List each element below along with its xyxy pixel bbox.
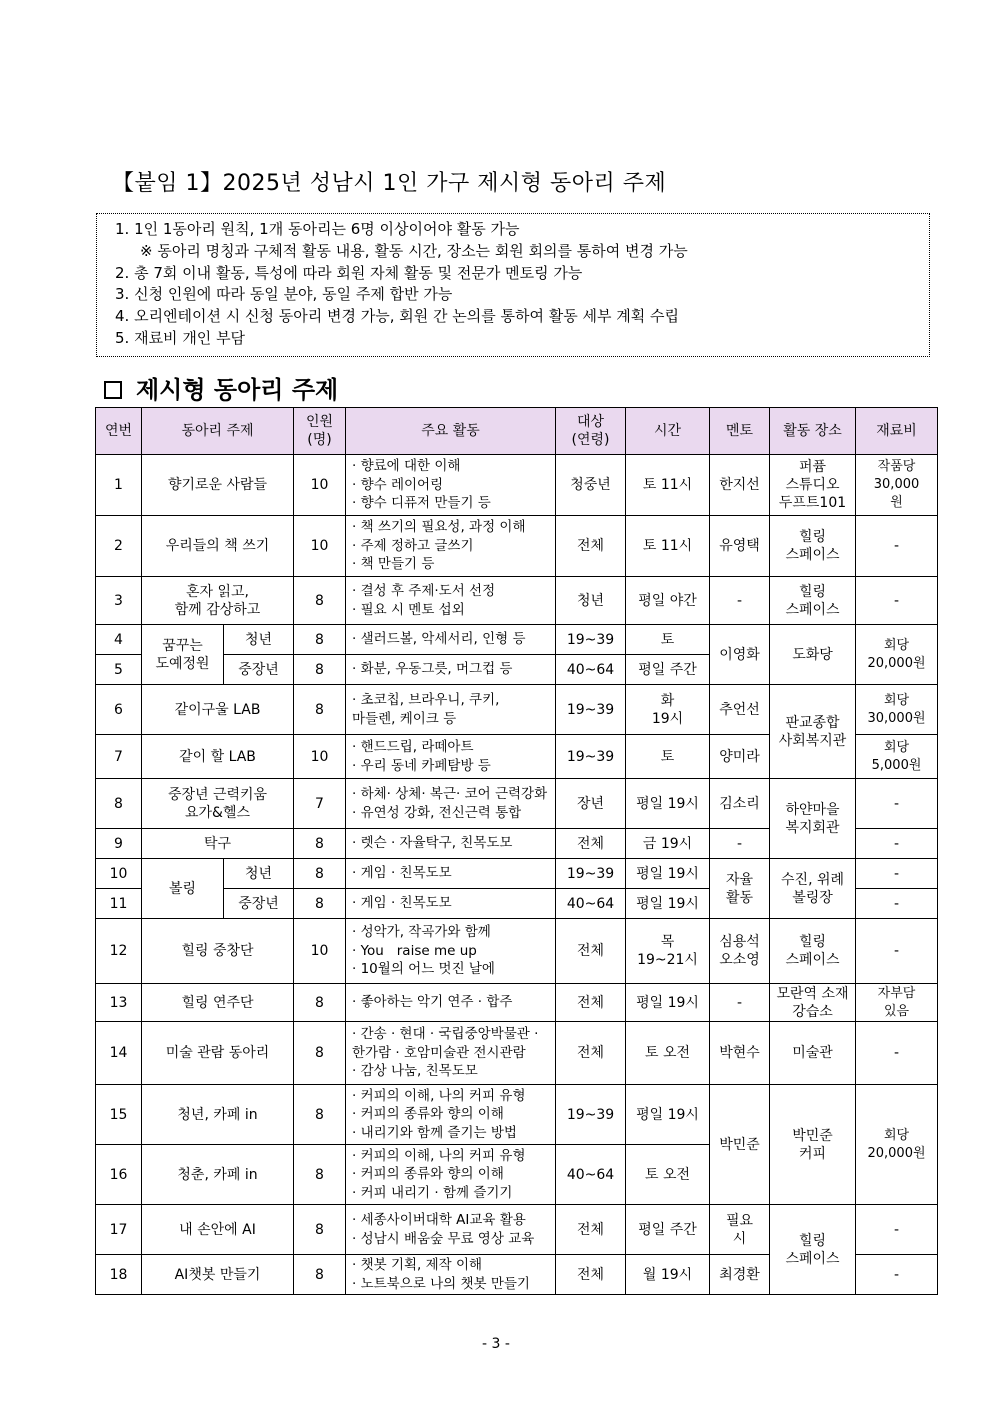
row-fee: - <box>856 1255 938 1295</box>
table-row <box>96 516 938 577</box>
row-subgroup: 청년 <box>224 859 294 889</box>
row-target: 19~39 <box>556 625 626 655</box>
row-fee: - <box>856 1205 938 1255</box>
row-topic: 향기로운 사람들 <box>142 455 294 516</box>
row-activity: · 커피의 이해, 나의 커피 유형 · 커피의 종류와 향의 이해 · 내리기와 함께 즐기는 방법 <box>346 1085 556 1145</box>
table-row <box>96 919 938 984</box>
row-fee: 회당 20,000원 <box>856 625 938 685</box>
row-target: 장년 <box>556 779 626 829</box>
row-target: 40~64 <box>556 655 626 685</box>
row-time: 평일 19시 <box>626 779 710 829</box>
row-no: 7 <box>96 735 142 779</box>
table-row <box>96 779 938 829</box>
row-count: 8 <box>294 655 346 685</box>
row-fee: - <box>856 829 938 859</box>
row-mentor: 이영화 <box>710 625 770 685</box>
row-topic: 우리들의 책 쓰기 <box>142 516 294 577</box>
document-title: 【붙임 1】2025년 성남시 1인 가구 제시형 동아리 주제 <box>112 171 667 196</box>
row-topic: 힐링 연주단 <box>142 984 294 1022</box>
row-place: 박민준 커피 <box>770 1085 856 1205</box>
header-place: 활동 장소 <box>770 408 856 455</box>
row-mentor: 자율 활동 <box>710 859 770 919</box>
row-fee: - <box>856 1022 938 1085</box>
row-mentor: 추언선 <box>710 685 770 735</box>
notice-line: ※ 동아리 명칭과 구체적 활동 내용, 활동 시간, 장소는 회원 회의를 통하여 변경 가능 <box>140 241 688 260</box>
row-mentor: - <box>710 984 770 1022</box>
row-no: 16 <box>96 1145 142 1205</box>
row-topic: 탁구 <box>142 829 294 859</box>
row-place: 도화당 <box>770 625 856 685</box>
row-no: 11 <box>96 889 142 919</box>
row-no: 5 <box>96 655 142 685</box>
row-time: 목 19~21시 <box>626 919 710 984</box>
row-fee: 작품당 30,000 원 <box>856 455 938 516</box>
row-time: 평일 19시 <box>626 1085 710 1145</box>
row-no: 1 <box>96 455 142 516</box>
row-count: 8 <box>294 1255 346 1295</box>
row-no: 9 <box>96 829 142 859</box>
row-fee: - <box>856 919 938 984</box>
row-activity: · 게임 · 친목도모 <box>346 859 556 889</box>
row-time: 평일 주간 <box>626 655 710 685</box>
row-fee: - <box>856 516 938 577</box>
row-target: 19~39 <box>556 735 626 779</box>
row-place: 힐링 스페이스 <box>770 919 856 984</box>
row-activity: · 하체· 상체· 복근· 코어 근력강화 · 유연성 강화, 전신근력 통합 <box>346 779 556 829</box>
row-count: 8 <box>294 829 346 859</box>
row-target: 19~39 <box>556 859 626 889</box>
section-title-text: 제시형 동아리 주제 <box>136 376 339 404</box>
row-no: 3 <box>96 577 142 625</box>
row-mentor: 필요 시 <box>710 1205 770 1255</box>
row-mentor: - <box>710 577 770 625</box>
row-target: 전체 <box>556 1255 626 1295</box>
row-time: 평일 19시 <box>626 889 710 919</box>
notice-line: 5. 재료비 개인 부담 <box>115 328 246 347</box>
row-time: 평일 19시 <box>626 984 710 1022</box>
row-fee: - <box>856 577 938 625</box>
table-row <box>96 859 938 889</box>
row-no: 4 <box>96 625 142 655</box>
row-target: 청년 <box>556 577 626 625</box>
row-target: 전체 <box>556 1022 626 1085</box>
row-topic: 청년, 카페 in <box>142 1085 294 1145</box>
row-place: 힐링 스페이스 <box>770 1205 856 1295</box>
row-place: 힐링 스페이스 <box>770 516 856 577</box>
row-no: 17 <box>96 1205 142 1255</box>
row-time: 월 19시 <box>626 1255 710 1295</box>
row-activity: · 세종사이버대학 AI교육 활용 · 성남시 배움숲 무료 영상 교육 <box>346 1205 556 1255</box>
row-fee: 자부담 있음 <box>856 984 938 1022</box>
row-activity: · 향료에 대한 이해 · 향수 레이어링 · 향수 디퓨저 만들기 등 <box>346 455 556 516</box>
row-time: 평일 19시 <box>626 859 710 889</box>
row-no: 6 <box>96 685 142 735</box>
section-heading <box>104 370 338 405</box>
header-no: 연번 <box>96 408 142 455</box>
row-mentor: 유영택 <box>710 516 770 577</box>
row-mentor: - <box>710 829 770 859</box>
row-group-topic: 꿈꾸는 도예정원 <box>142 625 224 685</box>
row-no: 10 <box>96 859 142 889</box>
header-mentor: 멘토 <box>710 408 770 455</box>
table-row <box>96 1085 938 1145</box>
row-count: 8 <box>294 859 346 889</box>
row-topic: 미술 관람 동아리 <box>142 1022 294 1085</box>
notice-line: 4. 오리엔테이션 시 신청 동아리 변경 가능, 회원 간 논의를 통하여 활동 세부 계획 수립 <box>115 307 680 326</box>
row-target: 전체 <box>556 516 626 577</box>
row-activity: · 간송 · 현대 · 국립중앙박물관 · 한가람 · 호암미술관 전시관람 · 감상 나눔, 친목도모 <box>346 1022 556 1085</box>
row-activity: · 샐러드볼, 악세서리, 인형 등 <box>346 625 556 655</box>
notice-line: 2. 총 7회 이내 활동, 특성에 따라 회원 자체 활동 및 전문가 멘토링 가능 <box>115 263 583 282</box>
row-topic: 혼자 읽고, 함께 감상하고 <box>142 577 294 625</box>
row-count: 7 <box>294 779 346 829</box>
row-mentor: 박민준 <box>710 1085 770 1205</box>
row-count: 8 <box>294 1022 346 1085</box>
row-target: 청중년 <box>556 455 626 516</box>
row-count: 10 <box>294 516 346 577</box>
row-subgroup: 중장년 <box>224 655 294 685</box>
row-fee: - <box>856 859 938 889</box>
notice-line: 1. 1인 1동아리 원칙, 1개 동아리는 6명 이상이어야 활동 가능 <box>115 220 520 238</box>
checkbox-square-icon <box>104 381 122 399</box>
row-mentor: 양미라 <box>710 735 770 779</box>
header-time: 시간 <box>626 408 710 455</box>
row-topic: 힐링 중창단 <box>142 919 294 984</box>
row-target: 40~64 <box>556 889 626 919</box>
row-no: 15 <box>96 1085 142 1145</box>
row-time: 토 오전 <box>626 1022 710 1085</box>
notice-line: 3. 신청 인원에 따라 동일 분야, 동일 주제 합반 가능 <box>115 285 453 304</box>
table-row <box>96 984 938 1022</box>
row-count: 10 <box>294 455 346 516</box>
row-activity: · 책 쓰기의 필요성, 과정 이해 · 주제 정하고 글쓰기 · 책 만들기 등 <box>346 516 556 577</box>
row-activity: · 초코칩, 브라우니, 쿠키, 마들렌, 케이크 등 <box>346 685 556 735</box>
row-no: 12 <box>96 919 142 984</box>
row-count: 8 <box>294 1205 346 1255</box>
row-mentor: 한지선 <box>710 455 770 516</box>
row-topic: 같이구울 LAB <box>142 685 294 735</box>
row-topic: 같이 할 LAB <box>142 735 294 779</box>
row-no: 18 <box>96 1255 142 1295</box>
row-time: 토 <box>626 735 710 779</box>
row-activity: · 렛슨 · 자율탁구, 친목도모 <box>346 829 556 859</box>
row-time: 토 오전 <box>626 1145 710 1205</box>
row-fee: 회당 5,000원 <box>856 735 938 779</box>
row-place: 수진, 위례 볼링장 <box>770 859 856 919</box>
row-activity: · 핸드드립, 라떼아트 · 우리 동네 카페탐방 등 <box>346 735 556 779</box>
header-activity: 주요 활동 <box>346 408 556 455</box>
row-place: 미술관 <box>770 1022 856 1085</box>
header-topic: 동아리 주제 <box>142 408 294 455</box>
table-row <box>96 1022 938 1085</box>
row-mentor: 김소리 <box>710 779 770 829</box>
row-activity: · 게임 · 친목도모 <box>346 889 556 919</box>
row-target: 전체 <box>556 1205 626 1255</box>
row-topic: 청춘, 카페 in <box>142 1145 294 1205</box>
header-count: 인원 (명) <box>294 408 346 455</box>
header-fee: 재료비 <box>856 408 938 455</box>
row-fee: 회당 20,000원 <box>856 1085 938 1205</box>
table-row <box>96 685 938 735</box>
row-place: 힐링 스페이스 <box>770 577 856 625</box>
row-activity: · 챗봇 기획, 제작 이해 · 노트북으로 나의 챗봇 만들기 <box>346 1255 556 1295</box>
row-place: 판교종합 사회복지관 <box>770 685 856 779</box>
row-no: 13 <box>96 984 142 1022</box>
notice-box <box>96 213 930 357</box>
table-row <box>96 1205 938 1255</box>
row-count: 8 <box>294 889 346 919</box>
row-subgroup: 청년 <box>224 625 294 655</box>
row-activity: · 커피의 이해, 나의 커피 유형 · 커피의 종류와 향의 이해 · 커피 내리기 · 함께 즐기기 <box>346 1145 556 1205</box>
row-place: 하얀마을 복지회관 <box>770 779 856 859</box>
row-activity: · 화분, 우동그릇, 머그컵 등 <box>346 655 556 685</box>
row-count: 8 <box>294 984 346 1022</box>
row-target: 전체 <box>556 984 626 1022</box>
row-fee: 회당 30,000원 <box>856 685 938 735</box>
header-target: 대상 (연령) <box>556 408 626 455</box>
table-row <box>96 577 938 625</box>
row-no: 8 <box>96 779 142 829</box>
table-header-row <box>96 408 938 455</box>
row-topic: 내 손안에 AI <box>142 1205 294 1255</box>
row-activity: · 결성 후 주제·도서 선정 · 필요 시 멘토 섭외 <box>346 577 556 625</box>
row-count: 8 <box>294 625 346 655</box>
table-row <box>96 455 938 516</box>
row-fee: - <box>856 889 938 919</box>
row-no: 14 <box>96 1022 142 1085</box>
row-count: 8 <box>294 1145 346 1205</box>
table-row <box>96 625 938 655</box>
row-place: 모란역 소재 강습소 <box>770 984 856 1022</box>
row-time: 토 <box>626 625 710 655</box>
row-subgroup: 중장년 <box>224 889 294 919</box>
row-target: 전체 <box>556 829 626 859</box>
row-group-topic: 볼링 <box>142 859 224 919</box>
row-time: 토 11시 <box>626 455 710 516</box>
row-place: 퍼퓸 스튜디오 두프트101 <box>770 455 856 516</box>
page-number: - 3 - <box>482 1336 510 1352</box>
row-no: 2 <box>96 516 142 577</box>
row-count: 8 <box>294 685 346 735</box>
row-activity: · 성악가, 작곡가와 함께 · You raise me up · 10월의 어느 멋진 날에 <box>346 919 556 984</box>
row-time: 금 19시 <box>626 829 710 859</box>
row-count: 8 <box>294 1085 346 1145</box>
row-count: 8 <box>294 577 346 625</box>
row-count: 10 <box>294 735 346 779</box>
row-target: 19~39 <box>556 685 626 735</box>
row-time: 평일 야간 <box>626 577 710 625</box>
row-topic: 중장년 근력키움 요가&헬스 <box>142 779 294 829</box>
row-mentor: 박현수 <box>710 1022 770 1085</box>
row-fee: - <box>856 779 938 829</box>
row-time: 토 11시 <box>626 516 710 577</box>
row-count: 10 <box>294 919 346 984</box>
row-activity: · 좋아하는 악기 연주 · 합주 <box>346 984 556 1022</box>
row-topic: AI챗봇 만들기 <box>142 1255 294 1295</box>
row-time: 화 19시 <box>626 685 710 735</box>
row-time: 평일 주간 <box>626 1205 710 1255</box>
row-target: 19~39 <box>556 1085 626 1145</box>
row-mentor: 심용석 오소영 <box>710 919 770 984</box>
club-table <box>95 407 938 1295</box>
row-mentor: 최경환 <box>710 1255 770 1295</box>
row-target: 40~64 <box>556 1145 626 1205</box>
row-target: 전체 <box>556 919 626 984</box>
